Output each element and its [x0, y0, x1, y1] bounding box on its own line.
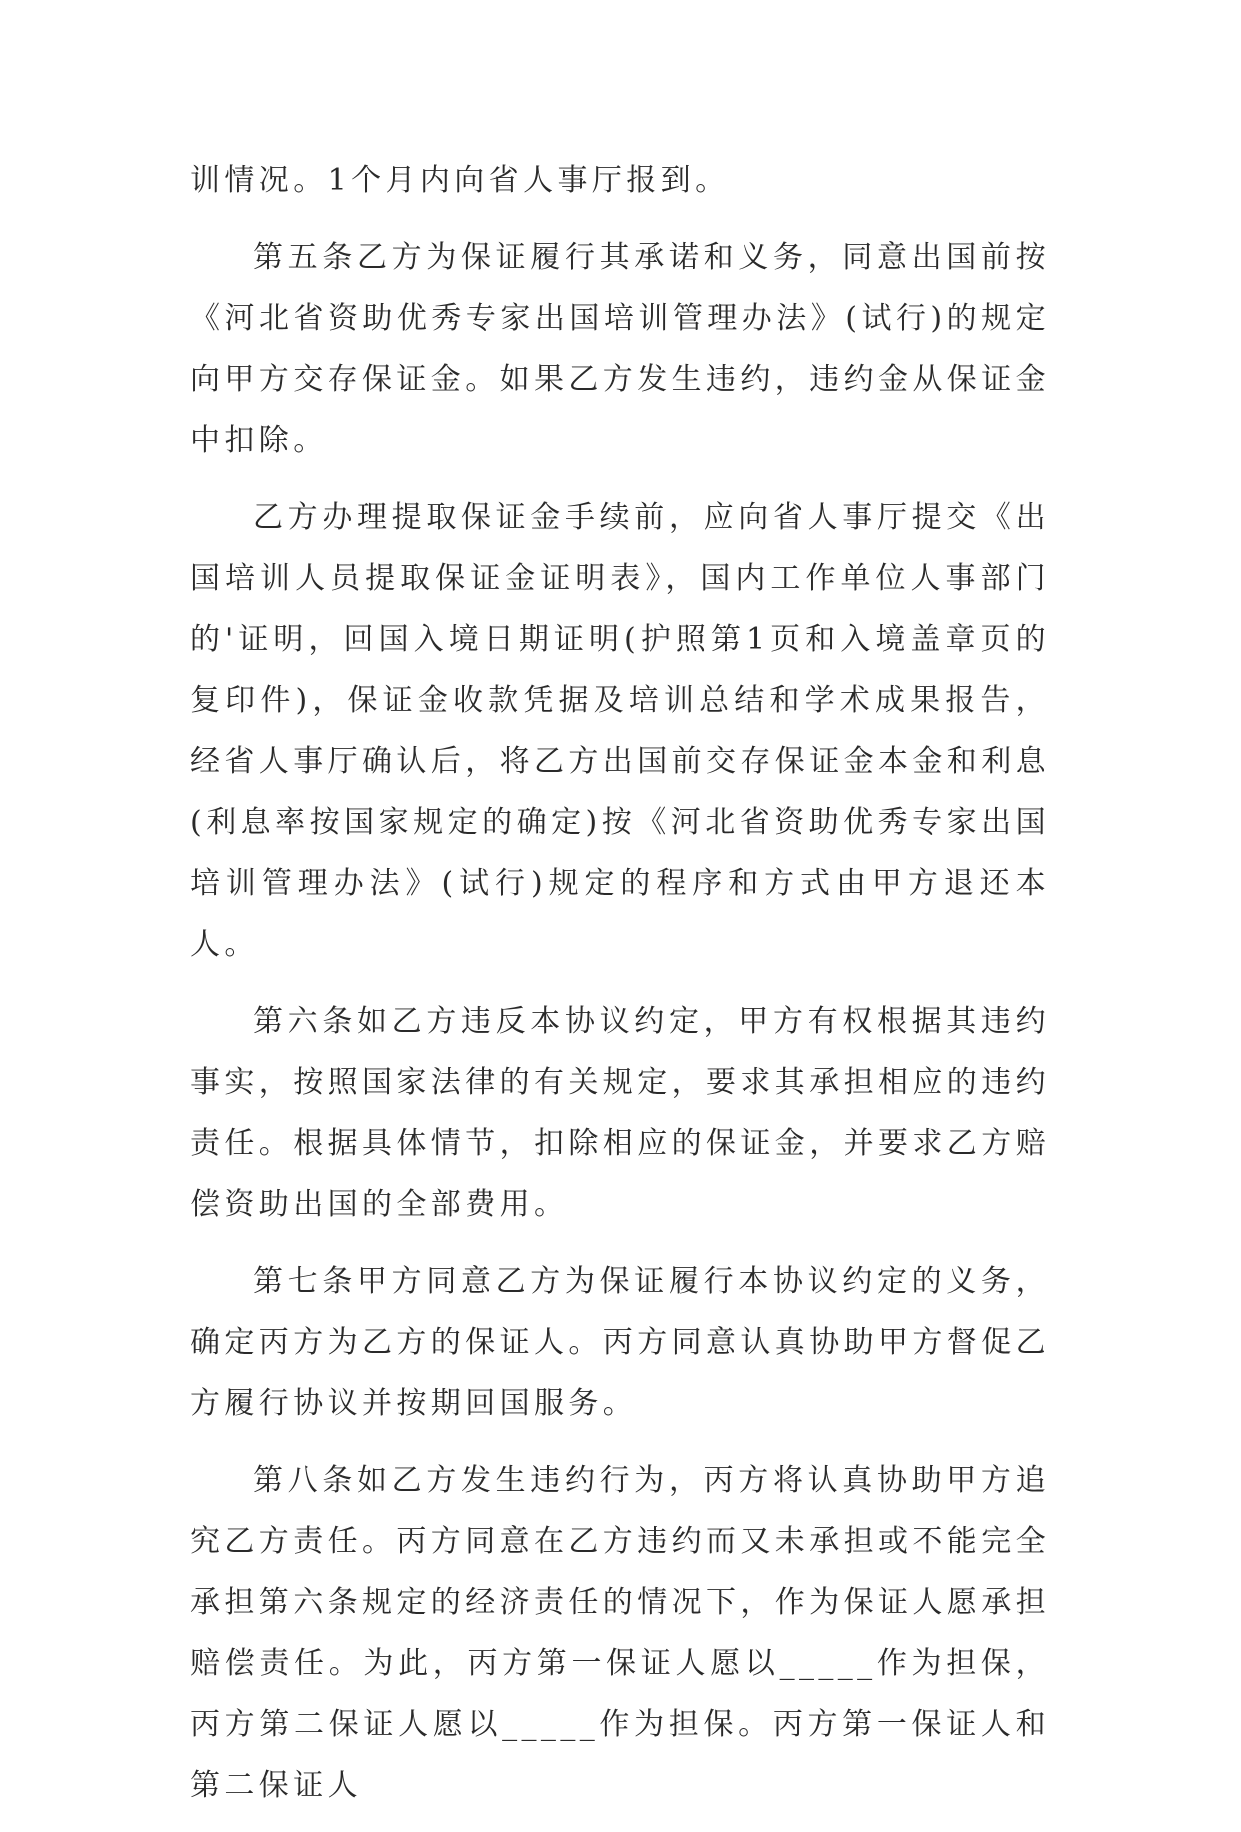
paragraph-article-6: 第六条如乙方违反本协议约定，甲方有权根据其违约事实，按照国家法律的有关规定，要求其承担相应的违约责任。根据具体情节，扣除相应的保证金，并要求乙方赔偿资助出国的全部费用。 — [190, 1004, 1050, 1222]
paragraph-deposit-withdrawal: 乙方办理提取保证金手续前，应向省人事厅提交《出国培训人员提取保证金证明表》，国内工作单位人事部门的'证明，回国入境日期证明(护照第1页和入境盖章页的复印件)，保证金收款凭据及培训总结和学术成果报告，经省人事厅确认后，将乙方出国前交存保证金本金和利息(利息率按国家规定的确定)按《河北省资助优秀专家出国培训管理办法》(试行)规定的程序和方式由甲方退还本人。 — [190, 500, 1050, 962]
paragraph-article-7: 第七条甲方同意乙方为保证履行本协议约定的义务，确定丙方为乙方的保证人。丙方同意认真协助甲方督促乙方履行协议并按期回国服务。 — [190, 1264, 1050, 1421]
paragraph-article-8: 第八条如乙方发生违约行为，丙方将认真协助甲方追究乙方责任。丙方同意在乙方违约而又未承担或不能完全承担第六条规定的经济责任的情况下，作为保证人愿承担赔偿责任。为此，丙方第一保证人愿以_____作为担保，丙方第二保证人愿以_____作为担保。丙方第一保证人和第二保证人 — [190, 1463, 1050, 1803]
paragraph-continued: 训情况。1个月内向省人事厅报到。 — [190, 163, 730, 198]
paragraph-article-5: 第五条乙方为保证履行其承诺和义务，同意出国前按《河北省资助优秀专家出国培训管理办法》(试行)的规定向甲方交存保证金。如果乙方发生违约，违约金从保证金中扣除。 — [190, 240, 1050, 458]
document-page — [190, 150, 1050, 1832]
